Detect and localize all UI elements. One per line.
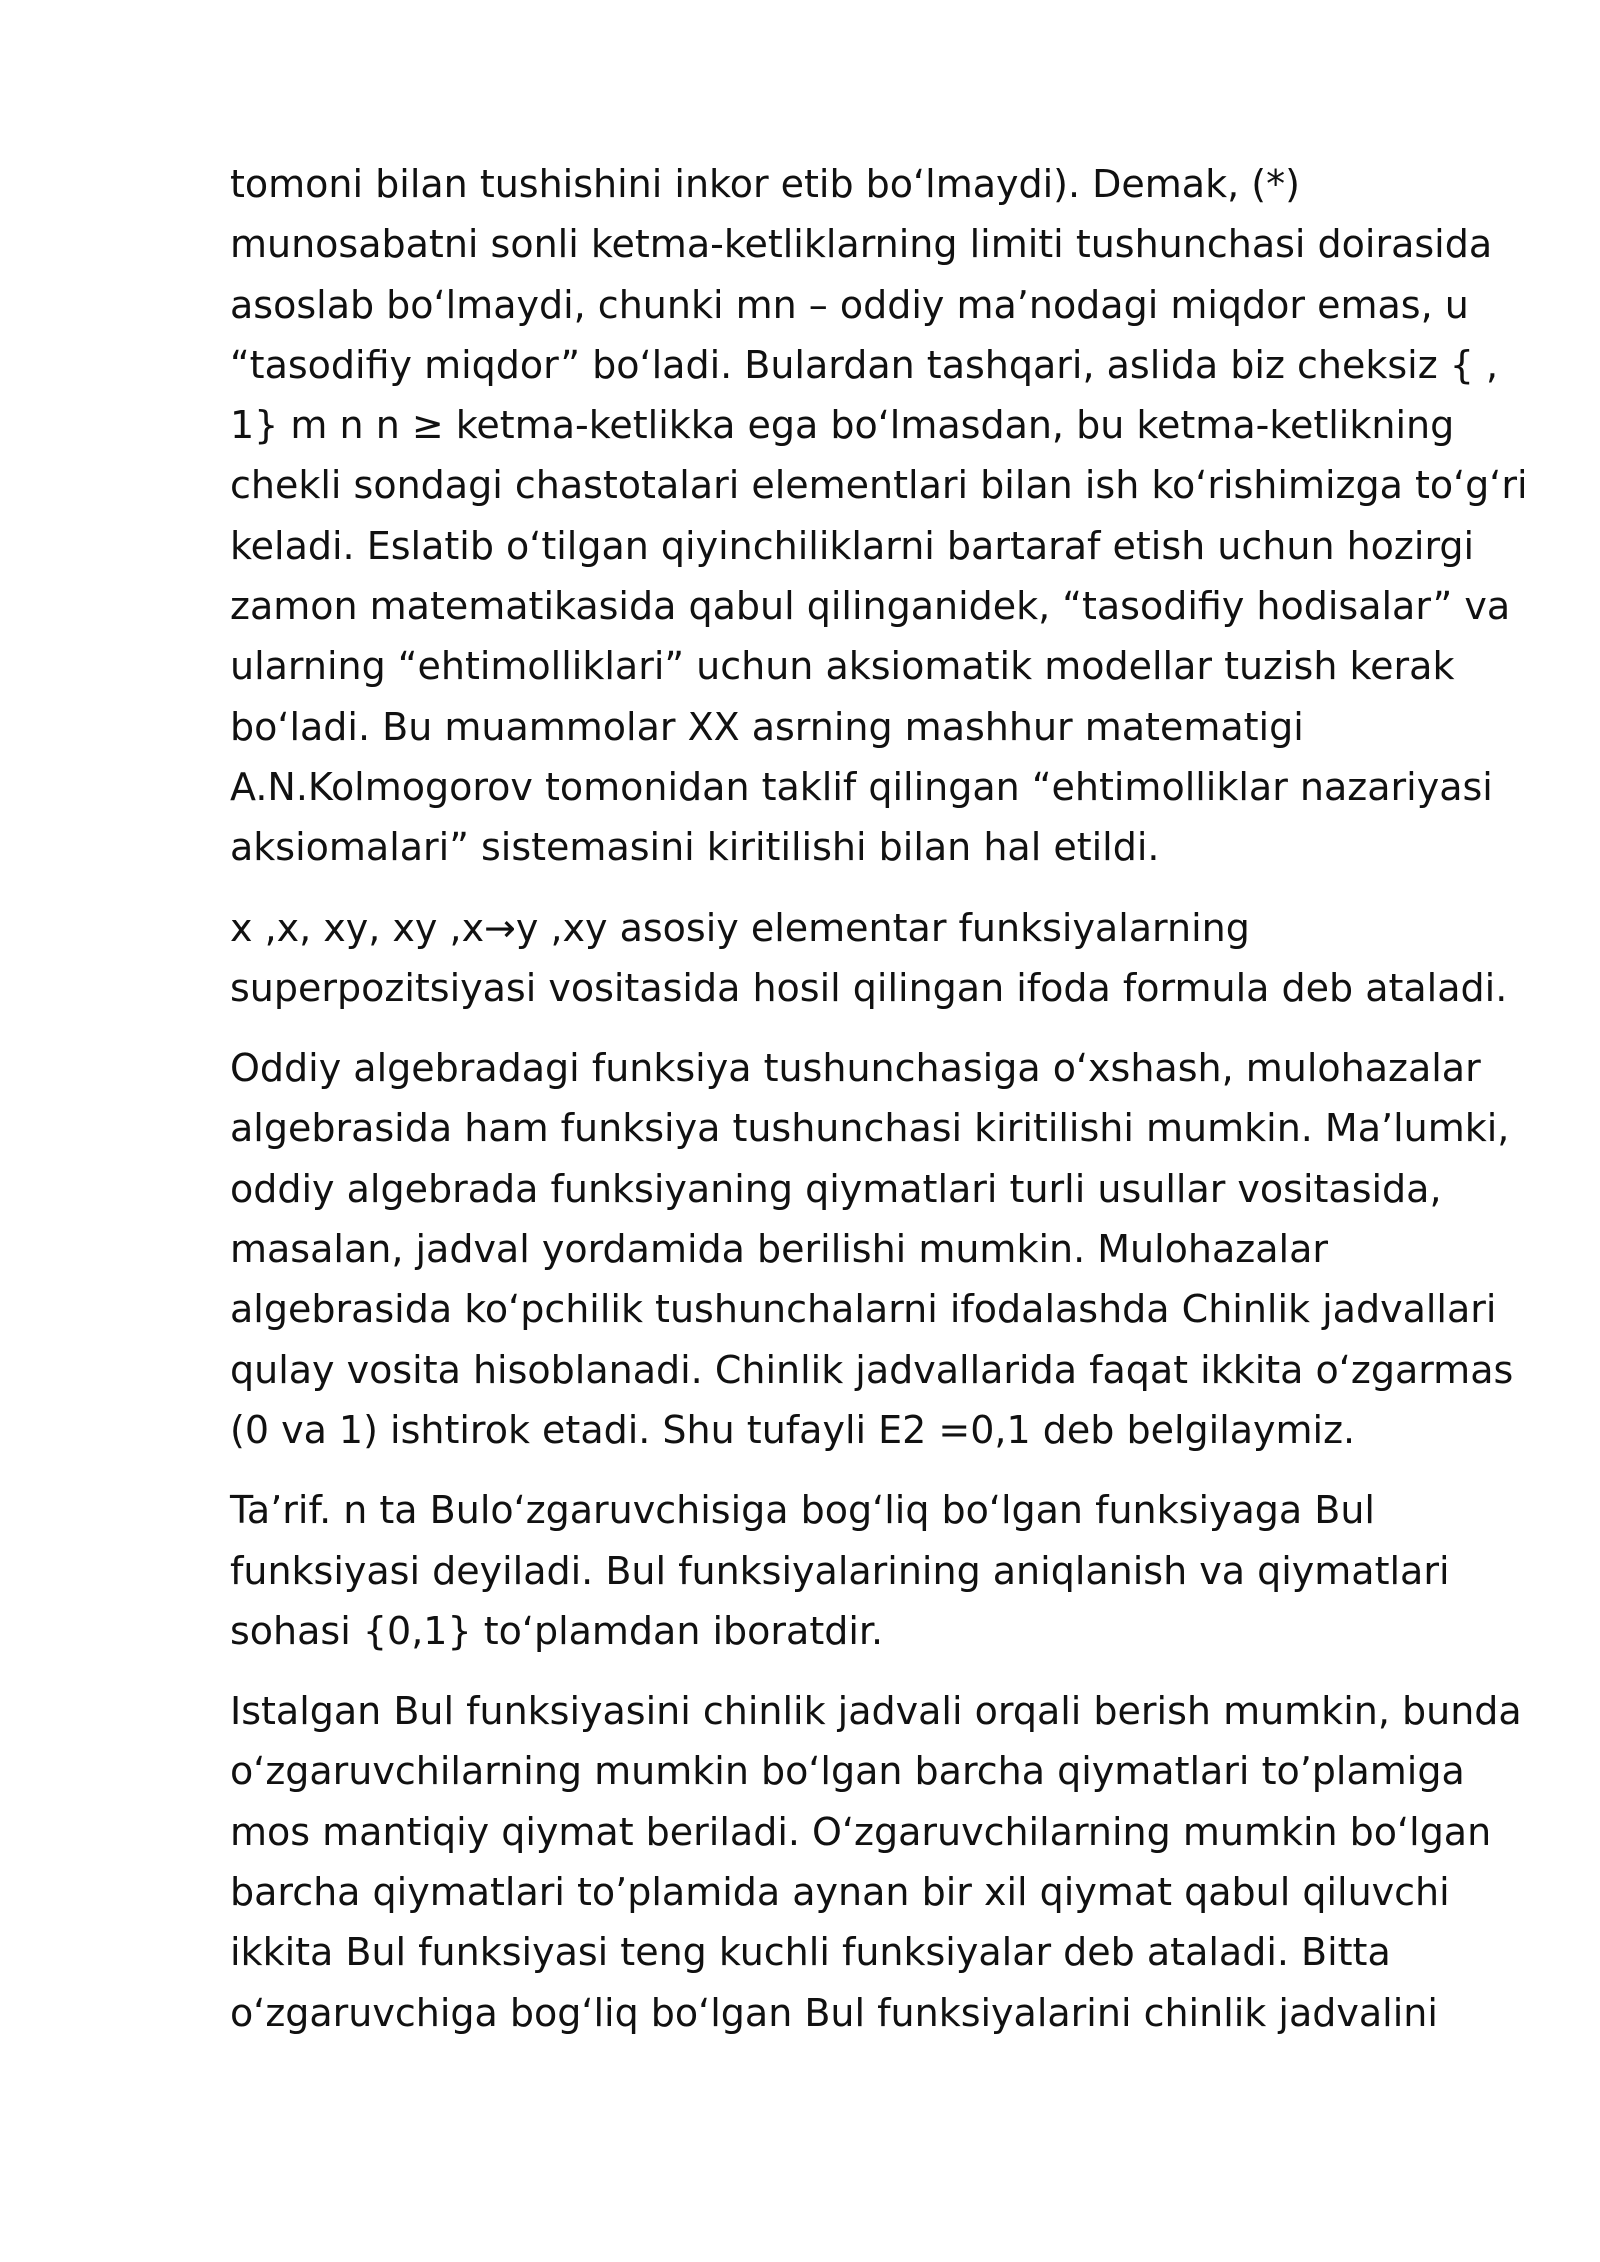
text-line: zamon matematikasida qabul qilinganidek, “tasodifiy hodisalar” va [230,584,1511,629]
text-line: A.N.Kolmogorov tomonidan taklif qilingan “ehtimolliklar nazariyasi [230,764,1493,809]
paragraph-2 [230,898,1530,1019]
text-line: superpozitsiyasi vositasida hosil qilingan ifoda formula deb ataladi. [230,965,1508,1010]
text-line: sohasi {0,1} toʻplamdan iboratdir. [230,1608,884,1653]
text-line: munosabatni sonli ketma-ketliklarning limiti tushunchasi doirasida [230,222,1493,267]
text-line: asoslab boʻlmaydi, chunki mn – oddiy ma’nodagi miqdor emas, u [230,282,1469,327]
text-line: 1} m n n ≥ ketma-ketlikka ega boʻlmasdan, bu ketma-ketlikning [230,403,1455,448]
text-line: mos mantiqiy qiymat beriladi. Oʻzgaruvchilarning mumkin boʻlgan [230,1809,1492,1854]
paragraph-3 [230,1038,1530,1460]
text-line: aksiomalari” sistemasini kiritilishi bilan hal etildi. [230,825,1160,870]
text-line: tomoni bilan tushishini inkor etib boʻlmaydi). Demak, (*) [230,162,1300,206]
text-line: algebrasida ham funksiya tushunchasi kiritilishi mumkin. Ma’lumki, [230,1106,1510,1151]
text-line: ikkita Bul funksiyasi teng kuchli funksiyalar deb ataladi. Bitta [230,1930,1391,1975]
text-line: funksiyasi deyiladi. Bul funksiyalarining aniqlanish va qiymatlari [230,1548,1450,1593]
paragraph-1 [230,154,1530,878]
text-line: boʻladi. Bu muammolar XX asrning mashhur matematigi [230,704,1304,749]
text-line: x ,x, xy, x￼y ,x→y ,x￼y asosiy elementar funksiyalarning [230,905,1250,950]
text-line: algebrasida koʻpchilik tushunchalarni ifodalashda Chinlik jadvallari [230,1287,1497,1332]
text-line: (0 va 1) ishtirok etadi. Shu tufayli E2 =￼0,1￼ deb belgilaymiz. [230,1407,1356,1452]
text-line: oʻzgaruvchiga bogʻliq boʻlgan Bul funksiyalarini chinlik jadvalini [230,1990,1438,2035]
text-line: barcha qiymatlari to’plamida aynan bir xil qiymat qabul qiluvchi [230,1870,1450,1915]
text-line: keladi. Eslatib oʻtilgan qiyinchiliklarni bartaraf etish uchun hozirgi [230,523,1475,568]
text-line: Istalgan Bul funksiyasini chinlik jadvali orqali berish mumkin, bunda [230,1689,1522,1734]
text-line: oʻzgaruvchilarning mumkin boʻlgan barcha qiymatlari to’plamiga [230,1749,1465,1794]
text-line: “tasodifiy miqdor” boʻladi. Bulardan tashqari, aslida biz cheksiz { , [230,342,1499,387]
text-line: masalan, jadval yordamida berilishi mumkin. Mulohazalar [230,1227,1328,1272]
paragraph-4 [230,1480,1530,1661]
text-line: Ta’rif. n ta Buloʻzgaruvchisiga bogʻliq boʻlgan funksiyaga Bul [230,1488,1375,1533]
paragraph-5 [230,1681,1530,2043]
text-line: chekli sondagi chastotalari elementlari bilan ish koʻrishimizga toʻgʻri [230,463,1528,508]
document-body [230,154,1530,2063]
text-line: Oddiy algebradagi funksiya tushunchasiga oʻxshash, mulohazalar [230,1046,1481,1091]
text-line: oddiy algebrada funksiyaning qiymatlari turli usullar vositasida, [230,1166,1442,1211]
text-line: qulay vosita hisoblanadi. Chinlik jadvallarida faqat ikkita oʻzgarmas [230,1347,1514,1392]
text-line: ularning “ehtimolliklari” uchun aksiomatik modellar tuzish kerak [230,644,1455,689]
